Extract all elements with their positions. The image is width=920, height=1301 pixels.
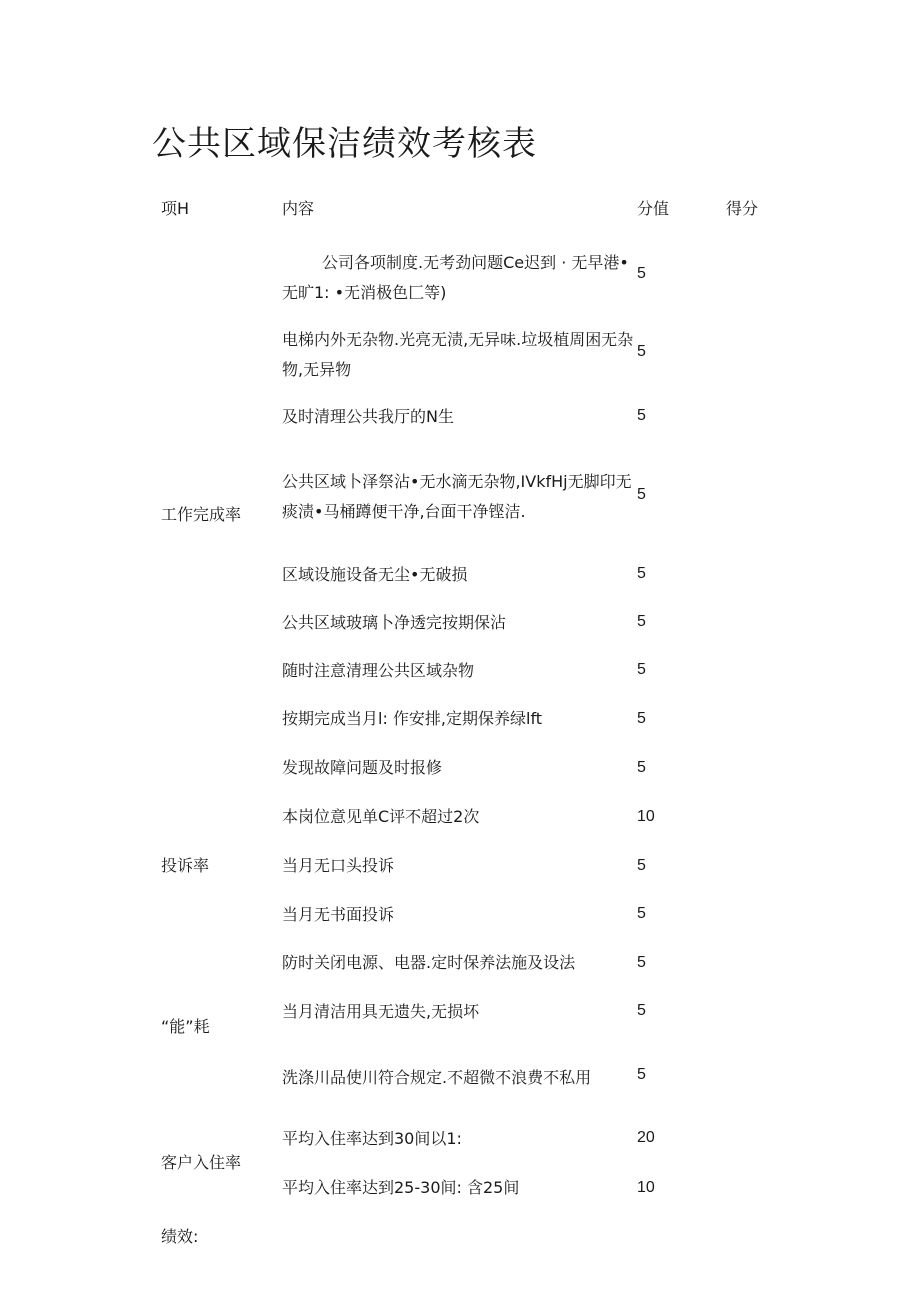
row-content: 当月无口头投诉	[282, 856, 395, 875]
row-score: 5	[637, 710, 646, 727]
row-content: 本岗位意见单C评不超过2次	[282, 807, 480, 826]
row-score: 5	[637, 343, 646, 360]
row-content: 平均入住率达到25-30间: 含25间	[282, 1178, 520, 1197]
row-score: 5	[637, 1002, 646, 1019]
row-score: 5	[637, 613, 646, 630]
category-energy: “能”耗	[161, 1017, 210, 1036]
row-score: 5	[637, 565, 646, 582]
footer-label: 绩效:	[161, 1227, 199, 1246]
row-score: 5	[637, 265, 646, 282]
row-score: 5	[637, 407, 646, 424]
header-content: 内容	[282, 199, 315, 218]
header-item: 项H	[161, 199, 190, 218]
row-content: 当月无书面投诉	[282, 905, 395, 924]
row-score: 5	[637, 759, 646, 776]
row-content: 按期完成当月l: 作安排,定期保养绿lft	[282, 709, 543, 728]
row-score: 5	[637, 857, 646, 874]
row-score: 5	[637, 905, 646, 922]
row-content: 公司各项制度.无考劲问题Ce迟到 · 无早港•无旷1: •无消极色匚等)	[282, 253, 629, 302]
row-content: 洗涤川品使川符合规定.不超微不浪费不私用	[282, 1068, 592, 1087]
header-score: 分值	[637, 199, 670, 218]
row-content: 公共区域卜泽祭沾•无水滴无杂物,IVkfHj无脚印无痰渍•马桶蹲便干净,台面干净铿洁.	[282, 472, 632, 521]
row-score: 10	[637, 1179, 655, 1196]
row-content: 平均入住率达到30间以1:	[282, 1129, 462, 1148]
row-content: 区域设施设备无尘•无破损	[282, 565, 468, 584]
row-content: 电梯内外无杂物.光亮无渍,无异味.垃圾植周困无杂物,无异物	[282, 330, 634, 379]
row-score: 5	[637, 954, 646, 971]
row-score: 5	[637, 1066, 646, 1083]
category-complaint-rate: 投诉率	[161, 856, 210, 875]
row-content: 当月清洁用具无遗失,无损坏	[282, 1002, 480, 1021]
page-title: 公共区域保洁绩效考核表	[152, 124, 537, 164]
row-content: 公共区域玻璃卜净透完按期保沾	[282, 613, 507, 632]
row-content: 及时清理公共我厅的N生	[282, 407, 454, 426]
row-score: 5	[637, 486, 646, 503]
row-score: 5	[637, 661, 646, 678]
row-content: 发现故障问题及时报修	[282, 758, 443, 777]
row-content: 防时关闭电源、电器.定时保养法施及设法	[282, 953, 576, 972]
row-score: 10	[637, 808, 655, 825]
header-obtained: 得分	[726, 199, 759, 218]
row-content: 随时注意清理公共区域杂物	[282, 661, 475, 680]
category-work-completion: 工作完成率	[161, 505, 242, 524]
category-occupancy: 客户入住率	[161, 1153, 242, 1172]
row-score: 20	[637, 1129, 655, 1146]
